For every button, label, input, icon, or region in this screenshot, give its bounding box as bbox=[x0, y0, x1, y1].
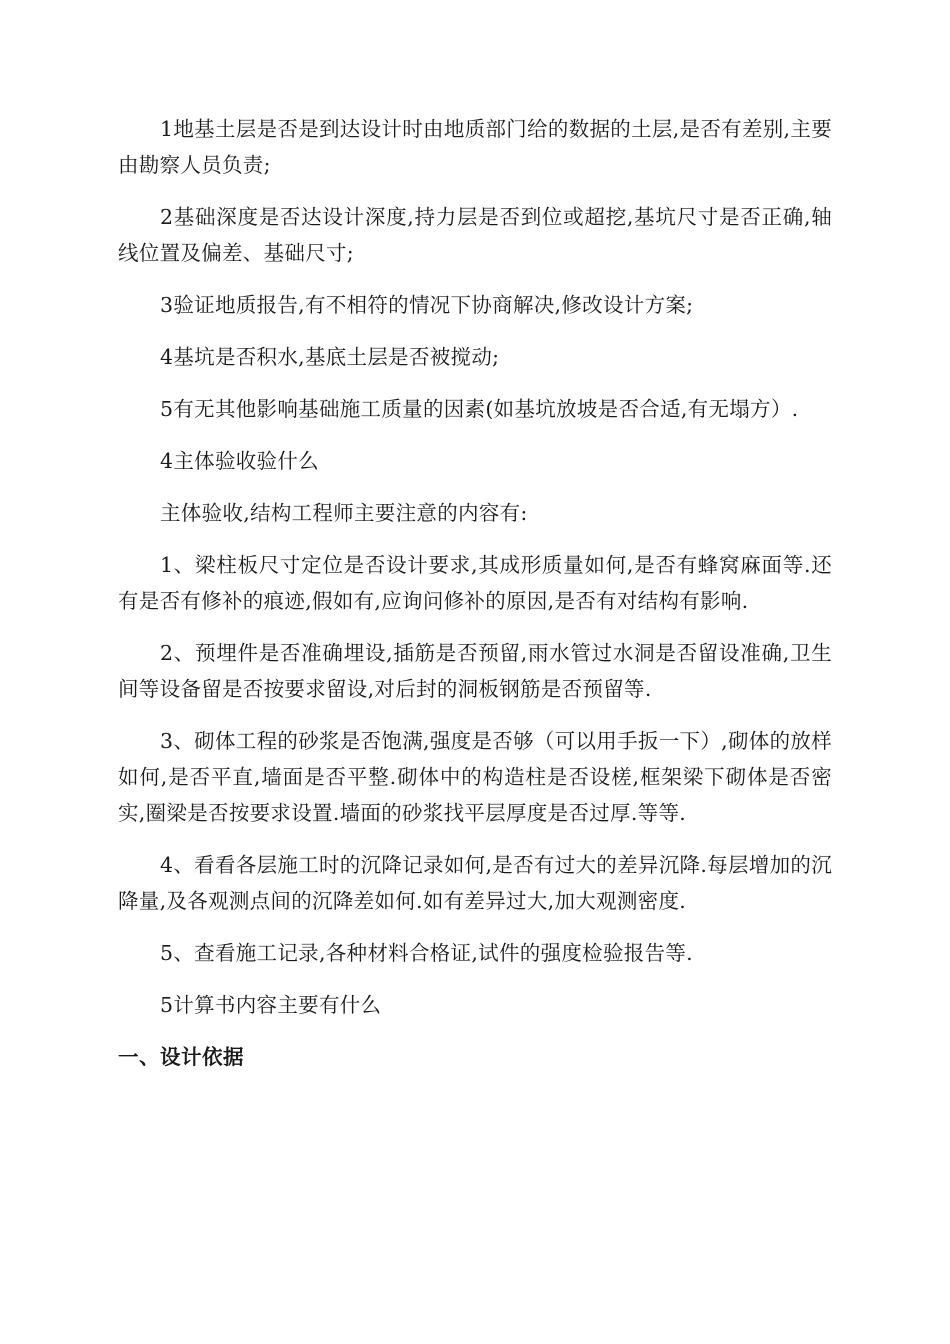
paragraph-foundation-soil: 1地基土层是否是到达设计时由地质部门给的数据的土层,是否有差别,主要由勘察人员负责; bbox=[118, 117, 832, 177]
paragraph-construction-records: 5、查看施工记录,各种材料合格证,试件的强度检验报告等. bbox=[160, 941, 693, 965]
paragraph-settlement: 4、看看各层施工时的沉降记录如何,是否有过大的差异沉降.每层增加的沉降量,及各观测点间的沉降差如何.如有差异过大,加大观测密度. bbox=[118, 853, 832, 913]
paragraph-foundation-depth: 2基础深度是否达设计深度,持力层是否到位或超挖,基坑尺寸是否正确,轴线位置及偏差、基础尺寸; bbox=[118, 205, 832, 265]
section-title-calculation-book: 5计算书内容主要有什么 bbox=[160, 993, 382, 1017]
heading-design-basis: 一、设计依据 bbox=[118, 1045, 244, 1069]
section-title-main-acceptance: 4主体验收验什么 bbox=[160, 449, 319, 473]
document-page bbox=[118, 111, 832, 1075]
paragraph-geology-report: 3验证地质报告,有不相符的情况下协商解决,修改设计方案; bbox=[160, 293, 694, 317]
paragraph-pit-water: 4基坑是否积水,基底土层是否被搅动; bbox=[160, 345, 500, 369]
paragraph-masonry: 3、砌体工程的砂浆是否饱满,强度是否够（可以用手扳一下）,砌体的放样如何,是否平直,墙面是否平整.砌体中的构造柱是否设槎,框架梁下砌体是否密实,圈梁是否按要求设置.墙面的砂浆找平层厚度是否过厚.等等. bbox=[118, 729, 832, 825]
paragraph-other-factors: 5有无其他影响基础施工质量的因素(如基坑放坡是否合适,有无塌方）. bbox=[160, 397, 799, 421]
paragraph-embedded-parts: 2、预埋件是否准确埋设,插筋是否预留,雨水管过水洞是否留设准确,卫生间等设备留是否按要求留设,对后封的洞板钢筋是否预留等. bbox=[118, 641, 832, 701]
paragraph-main-acceptance-intro: 主体验收,结构工程师主要注意的内容有: bbox=[160, 501, 528, 525]
paragraph-beam-column: 1、梁柱板尺寸定位是否设计要求,其成形质量如何,是否有蜂窝麻面等.还有是否有修补的痕迹,假如有,应询问修补的原因,是否有对结构有影响. bbox=[118, 553, 832, 613]
